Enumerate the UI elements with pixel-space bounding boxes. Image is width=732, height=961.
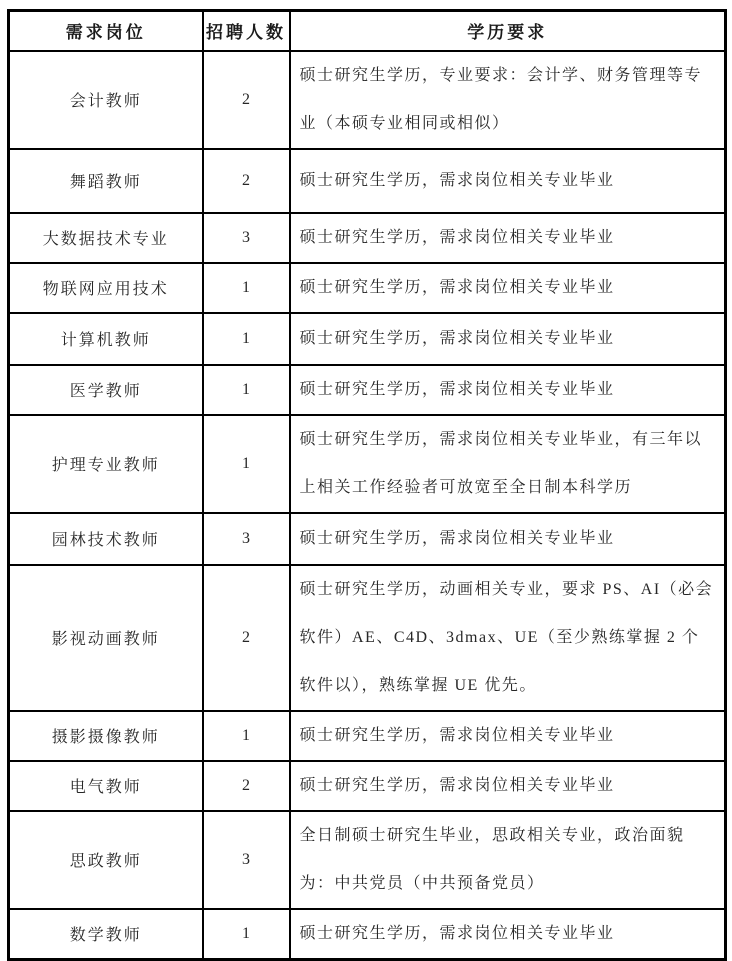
- position-cell: 电气教师: [9, 761, 203, 811]
- table-row: [9, 213, 726, 263]
- position-cell: 园林技术教师: [9, 513, 203, 565]
- table-header-row: [9, 11, 726, 51]
- requirement-cell: 硕士研究生学历，需求岗位相关专业毕业: [290, 761, 726, 811]
- table-row: [9, 263, 726, 313]
- position-cell: 数学教师: [9, 909, 203, 960]
- position-cell: 医学教师: [9, 365, 203, 415]
- count-cell: 3: [203, 213, 290, 263]
- count-cell: 1: [203, 711, 290, 761]
- table-row: [9, 313, 726, 365]
- position-cell: 物联网应用技术: [9, 263, 203, 313]
- requirement-cell: 硕士研究生学历，需求岗位相关专业毕业: [290, 365, 726, 415]
- table-row: [9, 909, 726, 960]
- table-row: [9, 365, 726, 415]
- requirement-cell: 硕士研究生学历，需求岗位相关专业毕业: [290, 149, 726, 213]
- count-cell: 2: [203, 149, 290, 213]
- count-cell: 2: [203, 51, 290, 149]
- position-cell: 大数据技术专业: [9, 213, 203, 263]
- count-cell: 3: [203, 811, 290, 909]
- count-cell: 3: [203, 513, 290, 565]
- position-cell: 护理专业教师: [9, 415, 203, 513]
- count-cell: 1: [203, 365, 290, 415]
- position-cell: 计算机教师: [9, 313, 203, 365]
- requirement-cell: 硕士研究生学历，需求岗位相关专业毕业: [290, 213, 726, 263]
- position-cell: 影视动画教师: [9, 565, 203, 711]
- header-position: 需求岗位: [9, 11, 203, 51]
- table-row: [9, 565, 726, 711]
- table-row: [9, 415, 726, 513]
- table-row: [9, 811, 726, 909]
- count-cell: 1: [203, 909, 290, 960]
- requirement-cell: 硕士研究生学历，需求岗位相关专业毕业: [290, 263, 726, 313]
- requirement-cell: 硕士研究生学历，专业要求：会计学、财务管理等专业（本硕专业相同或相似）: [290, 51, 726, 149]
- table-row: [9, 711, 726, 761]
- requirement-cell: 硕士研究生学历，需求岗位相关专业毕业: [290, 711, 726, 761]
- position-cell: 会计教师: [9, 51, 203, 149]
- count-cell: 2: [203, 761, 290, 811]
- requirement-cell: 硕士研究生学历，需求岗位相关专业毕业: [290, 313, 726, 365]
- position-cell: 思政教师: [9, 811, 203, 909]
- position-cell: 舞蹈教师: [9, 149, 203, 213]
- requirement-cell: 硕士研究生学历，需求岗位相关专业毕业: [290, 513, 726, 565]
- requirement-cell: 全日制硕士研究生毕业，思政相关专业，政治面貌为：中共党员（中共预备党员）: [290, 811, 726, 909]
- count-cell: 1: [203, 313, 290, 365]
- table-row: [9, 513, 726, 565]
- table-row: [9, 149, 726, 213]
- count-cell: 1: [203, 263, 290, 313]
- requirement-cell: 硕士研究生学历，动画相关专业，要求 PS、AI（必会软件）AE、C4D、3dmax、UE（至少熟练掌握 2 个软件以），熟练掌握 UE 优先。: [290, 565, 726, 711]
- count-cell: 1: [203, 415, 290, 513]
- table-row: [9, 761, 726, 811]
- position-cell: 摄影摄像教师: [9, 711, 203, 761]
- recruitment-table: [7, 9, 727, 961]
- header-count: 招聘人数: [203, 11, 290, 51]
- requirement-cell: 硕士研究生学历，需求岗位相关专业毕业: [290, 909, 726, 960]
- header-requirement: 学历要求: [290, 11, 726, 51]
- requirement-cell: 硕士研究生学历，需求岗位相关专业毕业，有三年以上相关工作经验者可放宽至全日制本科学历: [290, 415, 726, 513]
- table-row: [9, 51, 726, 149]
- count-cell: 2: [203, 565, 290, 711]
